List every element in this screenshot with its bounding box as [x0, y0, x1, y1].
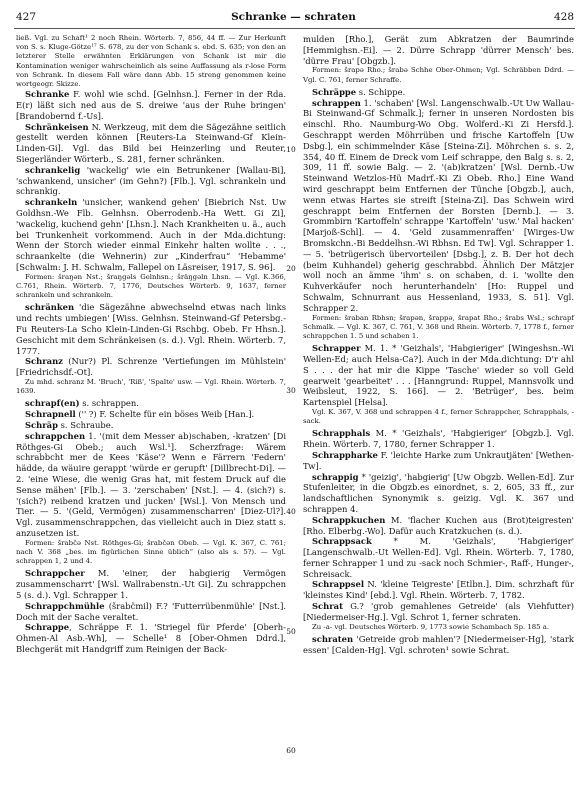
entry-text: 'wackelig' wie ein Betrunkener [Wallau-Bi], 'schwankend, unsicher' (im Gehn?) [Flb.]. Vgl. schrankeln und schrankig.: [16, 164, 286, 197]
entry-note: [16, 273, 286, 301]
entry-text: (šrabčmil) F.? 'Futterrübenmühle' [Nst.]. Doch mit der Sache veraltet.: [16, 600, 286, 622]
entry-text: 'die Sägezähne abwechselnd etwas nach links und rechts umbiegen' [Wiss. Gelnhsn. Steinwand-Gf Petersbg.-Fu Reuters-La Scho Klein-Linden-Gi Rschbg. Obeb. Fr Hhsn.]. Geschicht mit dem Schränkeisen (s. d.). Vgl. Rhein. Wörterb. 7, 1777.: [16, 302, 286, 356]
entry-text: 'Getreide grob mahlen'? [Niedermeiser-Hg], 'stark essen' [Calden-Hg]. Vgl. schroten¹ sowie Schrat.: [303, 633, 574, 655]
entry-headword: schrankelig: [25, 164, 81, 175]
entry-text: * 'geizig', 'habgierig' [Uw Obgzb. Wellen-Ed]. Zur Stufenleiter, in die Obgzb.es einordnet, s. 2, 605, 33 ff., zur landschaftlichen Synonymik s. geizig. Vgl. K. 367 und schrappen 4.: [303, 471, 574, 514]
left-column: [16, 34, 286, 655]
page-header: [0, 11, 587, 25]
entry-text: Formen: šrabčə Nst. Röthges-Gi; šrabčən Obeb. — Vgl. K. 367, C. 761; nach V. 368 „bes. im figürlichen Sinne üblich“ (also als s. 5?). — Vgl. schrappen 1, 2 und 4.: [16, 538, 286, 566]
dictionary-entry: [303, 450, 574, 472]
dictionary-entry: [16, 568, 286, 600]
entry-text: * M. 'Geizhals', 'Habgieriger' [Langenschwalb.-Ut Wellen-Ed]. Vgl. Rhein. Wörterb. 7, 1780, ferner Schrapper 1 und zu -sack noch Schmier-, Raff-, Hunger-, Schreisack.: [303, 536, 574, 579]
dictionary-entry: [16, 409, 286, 420]
entry-headword: schrappchen: [25, 430, 86, 441]
entry-headword: Schrappe: [25, 622, 70, 633]
dictionary-entry: [16, 431, 286, 539]
dictionary-entry: [303, 428, 574, 450]
entry-headword: Schrappsack: [312, 536, 372, 547]
line-number: 10: [286, 145, 296, 154]
entry-headword: Schrappharke: [312, 449, 378, 460]
line-number: 40: [286, 507, 296, 516]
entry-headword: Schrapper: [312, 343, 361, 354]
entry-headword: Schrappkuchen: [312, 514, 386, 525]
entry-headword: Schräp: [25, 419, 58, 430]
entry-text: N. 'kleine Teigreste' [Etlbn.]. Dim. schrzhaft für 'kleinstes Kind' [ebd.]. Vgl. Rhein. Wörterb. 7, 1782.: [303, 579, 574, 601]
dictionary-entry: [16, 420, 286, 431]
dictionary-entry: [303, 472, 574, 515]
entry-note: [16, 378, 286, 396]
entry-text: s. Schippe.: [356, 86, 406, 97]
entry-headword: Schranz: [25, 356, 63, 367]
entry-text: (Nur?) Pl. Schrenze 'Vertiefungen im Mühlstein' [Friedrichsdf.-Ot].: [16, 356, 286, 378]
dictionary-entry: [16, 356, 286, 378]
dictionary-entry: [16, 398, 286, 409]
entry-text: M. 'flacher Kuchen aus (Brot)teigresten' [Rho. Elberbg.-Wo]. Dafür auch Kratzkuchen (s. d.).: [303, 514, 574, 536]
entry-headword: schrankeln: [25, 197, 78, 208]
entry-headword: Schrat: [312, 601, 343, 612]
entry-text: 1. 'schaben' [Wsl. Langenschwalb.-Ut Uw Wallau-Bi Steinwand-Gf Schmalk.]; ferner in unseren Nordosten bis einschl. Rho. Naumburg-Wo Obg. Wolferd.-Ki Zi Hersfd.]. Geschrappt werden Möhrrüben und frische Kartoffeln [Uw Dsbg.], ein schimmelnder Käse [Steina-Zi]. Möhrchen s. s. 2, 354, 40 ff. Einem de Dreck vom Leif schrappe, den Balg s. s. 2, 309, 11 ff. sowie Balg. — 2. '(ab)kratzen' [Wsl. Dernb.-Uw Steinwand Wetzlos-Hü Madrf.-Ki Zi Obeb. Rho.] Eine Wand wird geschrappt beim Entfernen der Tünche [Obgzb.], auch, wenn etwas Hartes sie streift [Steina-Zi]. Das Schwein wird geschrappt beim Entfernen der Borsten [Dernb.]. — 3. Grommbirn 'Kartoffeln' schrappe 'Kartoffeln' 'usw.' Mal hacken' [Marjoß-Schl]. — 4. 'Geld zusammenraffen' [Wirges-Uw Bromskchn.-Bi Beddelhsn.-Wi Rbhsn. Ed Tw]. Vgl. Schrapper 1. — 5. 'betrügerisch übervorteilen' [Dsbg.], z. B. Der hot dech (beim Kuhhandel) geherig geschrabbd. Ähnlich Der Mätzjer woll noch an ämme 'ihm' s. on schaben, d. i. 'wollte den Kuhverkäufer noch herunterhandeln' [Ho: Ruppel und Schwalm, Schnurrant aus Hessenland, 1933, S. 51]. Vgl. Schrapper 2.: [303, 97, 574, 313]
entry-text: 1. '(mit dem Messer ab)schaben, -kratzen' [Di Röthges-Gi Obeb.; auch Wsl.¹]. Scherzfrage: Wärem schrabbcht mer de Kees 'Käse'? Wenn e Färrern 'Federn' hädde, da wäuire gerappt 'würde er gerupft' [Dillbrecht-Di]. — 2. 'eine Wiese, die wenig Gras hat, mit festem Druck auf die Sense mähen' [Flb.]. — 3. 'zerschaben' [Nst.]. — 4. (sich?) s. '(sich?) reibend kratzen und jucken' [Wsl.]. Von Mensch und Tier. — 5. '(Geld, Vermögen) zusammenscharren' [Diez-Ul?]. Vgl. zusammenschrappchen, das vielleicht auch in Diez statt s. anzusetzen ist.: [16, 430, 286, 538]
dictionary-entry: [303, 634, 574, 656]
entry-text: 'unsicher, wankend gehen' [Biebrich Nst. Uw Goldhsn.-We Flb. Gelnhsn. Oberrodenb.-Ha Wett. Gi Zi], 'wackelig, kuchend gehn' [Lhsn.]. Nach Krankheiten u. ä., auch bei Trunkenheit vorkommend. Auch in der Mda.dichtung: Wenn der Storch wieder einmal Einkehr halten wollte . . ., schraankelte (die Wehnerin) zur „Kinderfrau“ 'Hebamme' [Schwalm: J. H. Schwalm, Fallepel on Läsreiser, 1917, S. 96].: [16, 197, 286, 272]
dictionary-entry: [16, 622, 286, 654]
entry-text: Zu -a- vgl. Deutsches Wörterb. 9, 1773 sowie Schambach Sp. 185 a.: [312, 622, 550, 631]
dictionary-entry: [303, 87, 574, 98]
right-column: [303, 34, 574, 655]
running-title: Schranke — schraten: [231, 11, 356, 23]
entry-text: Formen: šraban Rbhsn; šrapən, šrappə, šrapat Rho.; šrabs Wsl.; schrapf Schmalk. — Vgl. K. 367, C. 761, V. 368 und Rhein. Wörterb. 7, 1778 f., ferner schrappchen 1. 5 und schaben 1.: [303, 313, 574, 340]
entry-text: M. 1. * 'Geizhals', 'Habgieriger' [Wingeshsn.-Wi Wellen-Ed; auch Helsa-Ca?]. Auch in der Mda.dichtung: D'r ahl S . . . der hat mir die Kippe 'Tasche' wieder so voll Geld gearweit 'gearbeitet' . . . [Hanngrund: Ruppel, Mannsvolk und Weibsleut, 1922, S. 166]. — 2. 'Betrüger', bes. beim Kartenspiel [Helsa].: [303, 343, 574, 408]
line-number: 20: [286, 264, 296, 273]
entry-text: ließ. Vgl. zu Schaft¹ 2 noch Rhein. Wörterb. 7, 856, 44 ff. — Zur Herkunft von S. s. Kluge-Götze¹⁷ S. 678, zu der von Schank s. ebd. S. 635; von den an letzterer Stelle erwähnten Erklärungen von Schank ist mir die Kontamination weniger wahrscheinlich als seine Auffassung als r-lose Form von Schrank. In diesem Fall wäre dann Abb. 15 streng genommen keine wortgeogr. Skizze.: [16, 34, 286, 89]
dictionary-entry: [303, 515, 574, 537]
line-number: 50: [286, 627, 296, 636]
entry-text: F. wohl wie schd. [Gelnhsn.]. Ferner in der Rda. E(r) läßt sich ned aus de S. dreiwe 'aus der Ruhe bringen' [Brandobernd f.-Us].: [16, 89, 286, 121]
dictionary-entry: [303, 536, 574, 579]
entry-text: Formen: šrapə Rho.; šrabə Schhe Ober-Ohmen; Vgl. Schräbben Ddrd. — Vgl. C. 761, ferner Schraffe.: [303, 66, 574, 84]
entry-note: [303, 314, 574, 342]
entry-text: M. * 'Geizhals', 'Habgieriger' [Obgzb.]. Vgl. Rhein. Wörterb. 7, 1780, ferner Schrapper 1.: [303, 428, 574, 450]
line-number: 60: [286, 746, 296, 755]
entry-note: [303, 623, 574, 632]
right-page-number: 428: [553, 11, 574, 23]
dictionary-entry: [303, 98, 574, 314]
entry-headword: schrapf(en): [25, 398, 80, 409]
entry-headword: Schrappchmühle: [25, 600, 105, 611]
entry-text: M. 'einer, der habgierig Vermögen zusammenscharrt' [Wsl. Wallrabenstn.-Ut Gi]. Zu schrappchen 5 (s. d.). Vgl. Schrapper 1.: [16, 568, 286, 600]
entry-text: , Schräppe F. 1. 'Striegel für Pferde' [Oberh-Ohmen-Al Asb.-Wh], — Schelle¹ 8 [Ober-Ohmen Ddrd.], Blechgerät mit Handgriff zum Reinigen der Back-: [16, 622, 286, 654]
dictionary-entry: [16, 197, 286, 273]
dictionary-entry: [16, 122, 286, 165]
dictionary-entry: [16, 89, 286, 121]
entry-headword: Schräppe: [312, 86, 357, 97]
dictionary-entry: [16, 165, 286, 197]
dictionary-entry: [303, 601, 574, 623]
entry-text: F. 'leichte Harke zum Unkrautjäten' [Wethen-Tw].: [303, 449, 574, 471]
entry-text: Zu mhd. schranz M. 'Bruch', 'Riß', 'Spalte' usw. — Vgl. Rhein. Wörterb. 7, 1639.: [16, 377, 286, 396]
dictionary-entry: [303, 579, 574, 601]
header-rule: [14, 28, 575, 29]
line-number: 30: [286, 386, 296, 395]
left-page-number: 427: [16, 11, 37, 23]
entry-note: [16, 539, 286, 567]
entry-note: [16, 34, 286, 89]
entry-continuation: [303, 34, 574, 66]
entry-text: Formen: šraŋən Nst.; šraŋgəls Gelnhsn.; šräŋgəln Lhsn. — Vgl. K.366, C.761, Rhein. Wörterb. 7, 1776, Deutsches Wörterb. 9, 1637, ferner schrankeln und schrankeln.: [16, 272, 286, 300]
entry-headword: Schranke: [25, 89, 70, 100]
dictionary-entry: [303, 343, 574, 408]
entry-text: G.? 'grob gemahlenes Getreide' (als Viehfutter) [Niedermeiser-Hg.]. Vgl. Schrot 1, ferner schraten.: [303, 601, 574, 622]
entry-text: Vgl. K. 367, V. 368 und schrappen 4 f., ferner Schrappcher, Schrapphals, -sack.: [303, 407, 574, 426]
entry-headword: schränken: [25, 302, 75, 313]
entry-headword: Schrappcher: [25, 568, 85, 579]
entry-headword: Schränkeisen: [25, 121, 89, 132]
entry-headword: schrappen: [312, 97, 361, 108]
entry-headword: Schrapnell: [25, 409, 76, 420]
entry-headword: schraten: [312, 633, 354, 644]
entry-text: N. Werkzeug, mit dem die Sägezähne seitlich gestellt werden können [Reuters-La Steinwand-Gf Klein-Linden-Gi]. Vgl. das Bild bei Heinzerling und Reuter, Siegerländer Wörterb., S. 281, ferner schränken.: [16, 121, 286, 164]
entry-text: s. schrappen.: [79, 398, 139, 409]
entry-text: s. Schraube.: [57, 419, 114, 430]
dictionary-entry: [16, 302, 286, 356]
entry-text: ('' ?) F. Schelte für ein böses Weib [Han.].: [75, 409, 255, 420]
entry-headword: schrappig: [312, 471, 359, 482]
entry-headword: Schrapphals: [312, 428, 371, 439]
entry-note: [303, 408, 574, 426]
entry-text: mulden [Rho.], Gerät zum Abkratzen der Baumrinde [Hemmighsn.-Ei]. — 2. Dürre Schrapp 'dürrer Mensch' bes. 'dürre Frau' [Obgzb.].: [303, 34, 574, 66]
dictionary-entry: [16, 601, 286, 623]
entry-headword: Schrappsel: [312, 579, 365, 590]
entry-note: [303, 66, 574, 84]
